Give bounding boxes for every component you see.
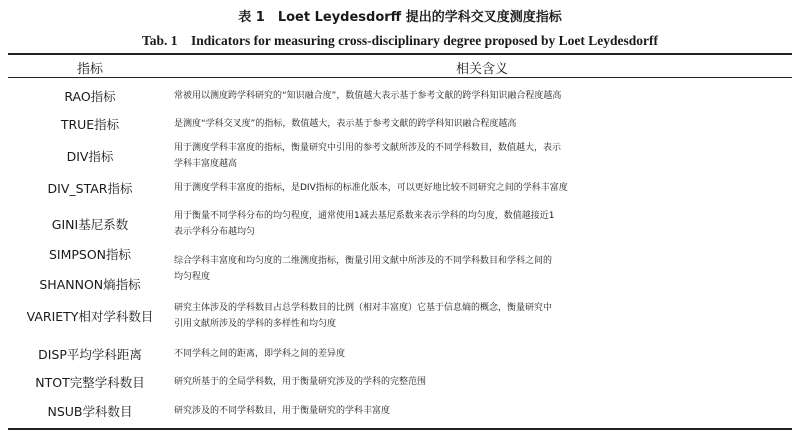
indicator-name: GINI基尼系数 [51, 216, 129, 232]
column-header-indicator: 指标 [76, 62, 103, 77]
meaning-cell [174, 403, 790, 419]
meaning-line: 是测度“学科交叉度”的指标，数值越大，表示基于参考文献的跨学科知识融合程度越高 [174, 119, 517, 129]
meaning-line: 综合学科丰富度和均匀度的二维测度指标，衡量引用文献中所涉及的不同学科数目和学科之间的 [174, 256, 553, 266]
indicator-cell [8, 88, 172, 105]
table-bottom-rule [8, 428, 792, 430]
indicator-cell [8, 148, 172, 165]
indicator-name: SIMPSON指标 [48, 246, 132, 262]
indicator-cell [8, 116, 172, 133]
table-top-rule [8, 53, 792, 55]
indicator-name: DISP平均学科距离 [38, 346, 142, 362]
meaning-line: 常被用以测度跨学科研究的“知识融合度”，数值越大表示基于参考文献的跨学科知识融合程度越高 [174, 91, 562, 101]
indicator-cell [8, 346, 172, 363]
indicator-cell [8, 403, 172, 420]
meaning-line: 学科丰富度越高 [174, 159, 238, 169]
indicator-cell [8, 308, 172, 325]
indicator-name: DIV指标 [66, 148, 114, 164]
meaning-cell [174, 300, 790, 332]
table-caption-zh: 表 1 Loet Leydesdorff 提出的学科交叉度测度指标 [238, 10, 562, 25]
meaning-cell [174, 346, 790, 362]
meaning-line: 表示学科分布越均匀 [174, 227, 256, 237]
indicator-name: NSUB学科数目 [47, 403, 133, 419]
indicator-name: VARIETY相对学科数目 [26, 308, 154, 324]
meaning-cell [174, 116, 790, 132]
meaning-cell [174, 253, 790, 285]
indicator-cell [8, 180, 172, 197]
indicator-name: TRUE指标 [60, 116, 120, 132]
meaning-line: 均匀程度 [174, 272, 211, 282]
meaning-cell [174, 208, 790, 240]
meaning-line: 研究主体涉及的学科数目占总学科数目的比例（相对丰富度）它基于信息熵的概念，衡量研究中 [174, 303, 553, 313]
indicator-cell [8, 216, 172, 233]
meaning-cell [174, 374, 790, 390]
table-caption-en: Tab. 1 Indicators for measuring cross-disciplinary degree proposed by Loet Leydesdorff [141, 33, 659, 48]
meaning-line: 研究涉及的不同学科数目，用于衡量研究的学科丰富度 [174, 406, 391, 416]
meaning-cell [174, 140, 790, 172]
meaning-line: 用于测度学科丰富度的指标，衡量研究中引用的参考文献所涉及的不同学科数目，数值越大，表示 [174, 143, 562, 153]
indicator-name: SHANNON熵指标 [39, 276, 141, 292]
meaning-line: 研究所基于的全局学科数，用于衡量研究涉及的学科的完整范围 [174, 377, 427, 387]
meaning-line: 用于测度学科丰富度的指标，是DIV指标的标准化版本，可以更好地比较不同研究之间的学科丰富度 [174, 183, 568, 193]
indicator-name: NTOT完整学科数目 [35, 374, 145, 390]
meaning-line: 引用文献所涉及的学科的多样性和均匀度 [174, 319, 337, 329]
meaning-cell [174, 180, 790, 196]
meaning-line: 不同学科之间的距离，即学科之间的差异度 [174, 349, 346, 359]
column-header-meaning: 相关含义 [455, 62, 508, 77]
indicator-cell [8, 374, 172, 391]
meaning-line: 用于衡量不同学科分布的均匀程度，通常使用1减去基尼系数来表示学科的均匀度，数值越接近1 [174, 211, 555, 221]
indicator-cell [8, 246, 172, 306]
indicator-name: RAO指标 [64, 88, 116, 104]
table-header-rule [8, 77, 792, 78]
meaning-cell [174, 88, 790, 104]
indicator-name: DIV_STAR指标 [47, 180, 133, 196]
